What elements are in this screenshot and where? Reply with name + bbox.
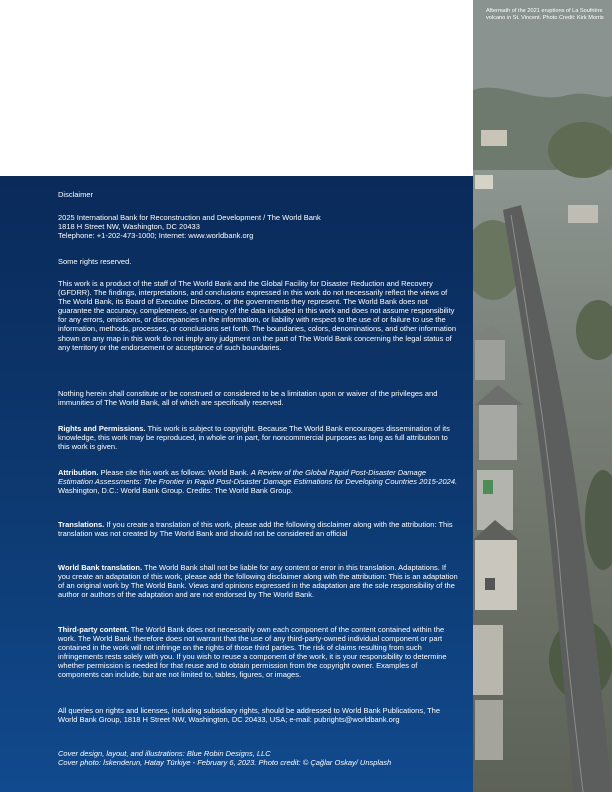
cover-design-credit: Cover design, layout, and illustrations: Blue Robin Designs, LLC <box>58 749 271 758</box>
wb-translation-label: World Bank translation. <box>58 563 143 572</box>
third-party-paragraph <box>58 625 458 680</box>
volcano-aftermath-photo <box>473 0 612 792</box>
attribution-title: A Review of the Global Rapid Post-Disaster Damage Estimation Assessments: The Frontier in Rapid Post-Disaster Damage Estimations for Developing Countries 2015-2024. <box>58 468 458 487</box>
third-party-text: The World Bank does not necessarily own each component of the content contained within the work. The World Bank therefore does not warrant that the use of any third-party-owned individual component or part contained in the work will not infringe on the rights of those third parties. The risk of claims resulting from such infringements rests solely with you. If you wish to reuse a component of the work, it is your responsibility to determine whether permission is needed for that reuse and to obtain permission from the copyright owner. Examples of components can include, but are not limited to, tables, figures, or images. <box>58 625 447 680</box>
disclaimer-heading: Disclaimer <box>58 190 94 199</box>
product-paragraph: This work is a product of the staff of The World Bank and the Global Facility for Disaster Reduction and Recovery (GFDRR). The findings, interpretations, and conclusions expressed in this work do not necessarily reflect the views of The World Bank, its Board of Executive Directors, or the governments they represent. The World Bank does not guarantee the accuracy, completeness, or currency of the data included in this work and does not assume responsibility for any errors, omissions, or discrepancies in the information, or liability with respect to the use of or failure to use the information, methods, processes, or conclusions set forth. The boundaries, colors, denominations, and other information shown on any map in this work do not imply any judgment on the part of The World Bank concerning the legal status of any territory or the endorsement or acceptance of such boundaries. <box>58 279 456 352</box>
copyright-line: 2025 International Bank for Reconstruction and Development / The World Bank <box>58 213 321 222</box>
permissions-text: This work is subject to copyright. Because The World Bank encourages dissemination of its knowledge, this work may be reproduced, in whole or in part, for noncommercial purposes as long as full attribution to this work is given. <box>58 424 450 452</box>
translations-text: If you create a translation of this work, please add the following disclaimer along with the attribution: This translation was not created by The World Bank and should not be considered an official <box>58 520 453 539</box>
attribution-pre: Please cite this work as follows: World Bank. <box>98 468 251 477</box>
wb-translation-text: The World Bank shall not be liable for any content or error in this translation. Adaptations. If you create an adaptation of this work, please add the following disclaimer along with the attribution: This is an adaptation of an original work by The World Bank. Views and opinions expressed in the adaptation are the sole responsibility of the author or authors of the adaptation and are not endorsed by The World Bank. <box>58 563 458 600</box>
translations-paragraph <box>58 520 458 538</box>
queries-paragraph: All queries on rights and licenses, including subsidiary rights, should be addressed to World Bank Publications, The World Bank Group, 1818 H Street NW, Washington, DC 20433, USA; e-mail: pubrights@worldbank.org <box>58 706 441 725</box>
disclaimer-panel <box>0 176 473 792</box>
privileges-paragraph: Nothing herein shall constitute or be construed or considered to be a limitation upon or waiver of the privileges and immunities of The World Bank, all of which are specifically reserved. <box>58 389 438 408</box>
permissions-label: Rights and Permissions. <box>58 424 146 433</box>
attribution-post: Washington, D.C.: World Bank Group. Credits: The World Bank Group. <box>58 486 293 496</box>
photo-illustration <box>473 0 612 792</box>
cover-photo-credit: Cover photo: İskenderun, Hatay Türkiye - February 6, 2023. Photo credit: © Çağlar Oskay/ Unsplash <box>58 758 392 767</box>
photo-caption: Aftermath of the 2021 eruptions of La Soufrière volcano in St. Vincent. Photo Credit: Kirk Morris <box>486 8 604 22</box>
third-party-label: Third-party content. <box>58 625 129 634</box>
wb-translation-paragraph <box>58 563 458 599</box>
permissions-paragraph <box>58 424 458 451</box>
address-line: 1818 H Street NW, Washington, DC 20433 <box>58 222 200 231</box>
translations-label: Translations. <box>58 520 105 529</box>
contact-line: Telephone: +1-202-473-1000; Internet: www.worldbank.org <box>58 231 254 240</box>
attribution-paragraph <box>58 468 458 495</box>
attribution-label: Attribution. <box>58 468 99 477</box>
rights-reserved: Some rights reserved. <box>58 257 132 266</box>
